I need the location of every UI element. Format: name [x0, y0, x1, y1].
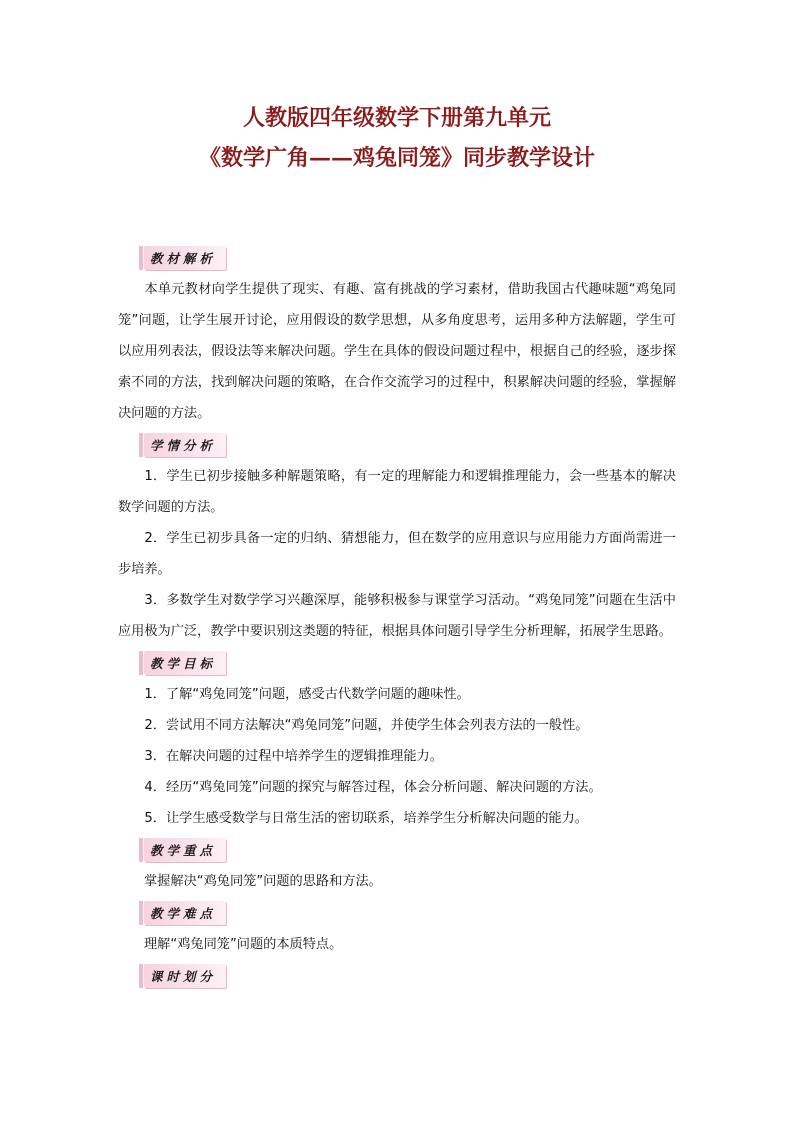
goal-item-2: 2．尝试用不同方法解决“鸡兔同笼”问题，并使学生体会列表方法的一般性。 [144, 718, 589, 733]
goal-item-4: 4．经历“鸡兔同笼”问题的探究与解答过程，体会分析问题、解决问题的方法。 [144, 780, 602, 795]
section-heading-goals: 教学目标 [144, 651, 226, 675]
section-heading-difficulties: 教学难点 [144, 901, 226, 925]
textbook-paragraph: 本单元教材向学生提供了现实、有趣、富有挑战的学习素材，借助我国古代趣味题“鸡兔同笼”问题，让学生展开讨论，应用假设的数学思想，从多角度思考，运用多种方法解题，学生可以应用列表法，假设法等来解决问题。学生在具体的假设问题过程中，根据自己的经验，逐步探索不同的方法，找到解决问题的策略，在合作交流学习的过程中，积累解决问题的经验，掌握解决问题的方法。 [118, 282, 676, 421]
students-item-3: 3．多数学生对数学学习兴趣深厚，能够积极参与课堂学习活动。“鸡兔同笼”问题在生活中应用极为广泛，教学中要识别这类题的特征，根据具体问题引导学生分析理解，拓展学生思路。 [118, 593, 676, 639]
title-line-2: 《数学广角——鸡兔同笼》同步教学设计 [198, 145, 595, 171]
section-difficulties [118, 897, 676, 960]
title-line-1: 人教版四年级数学下册第九单元 [242, 105, 551, 131]
section-textbook-analysis [118, 242, 676, 429]
goal-item-5: 5．让学生感受数学与日常生活的密切联系，培养学生分析解决问题的能力。 [144, 811, 588, 826]
section-student-analysis [118, 429, 676, 647]
key-point-text: 掌握解决“鸡兔同笼”问题的思路和方法。 [144, 874, 382, 889]
section-heading-textbook: 教材解析 [144, 246, 226, 270]
difficulty-text: 理解“鸡兔同笼”问题的本质特点。 [144, 937, 343, 952]
students-item-2: 2．学生已初步具备一定的归纳、猜想能力，但在数学的应用意识与应用能力方面尚需进一步培养。 [118, 531, 676, 577]
goal-item-3: 3．在解决问题的过程中培养学生的逻辑推理能力。 [144, 749, 443, 764]
section-schedule [118, 960, 676, 992]
section-heading-key-points: 教学重点 [144, 838, 226, 862]
students-item-1: 1．学生已初步接触多种解题策略，有一定的理解能力和逻辑推理能力，会一些基本的解决数学问题的方法。 [118, 469, 676, 515]
section-teaching-goals [118, 647, 676, 834]
document-title [118, 0, 676, 178]
section-heading-students: 学情分析 [144, 433, 226, 457]
goal-item-1: 1．了解“鸡兔同笼”问题，感受古代数学问题的趣味性。 [144, 687, 470, 702]
section-heading-schedule: 课时划分 [144, 964, 226, 988]
section-key-points [118, 834, 676, 897]
